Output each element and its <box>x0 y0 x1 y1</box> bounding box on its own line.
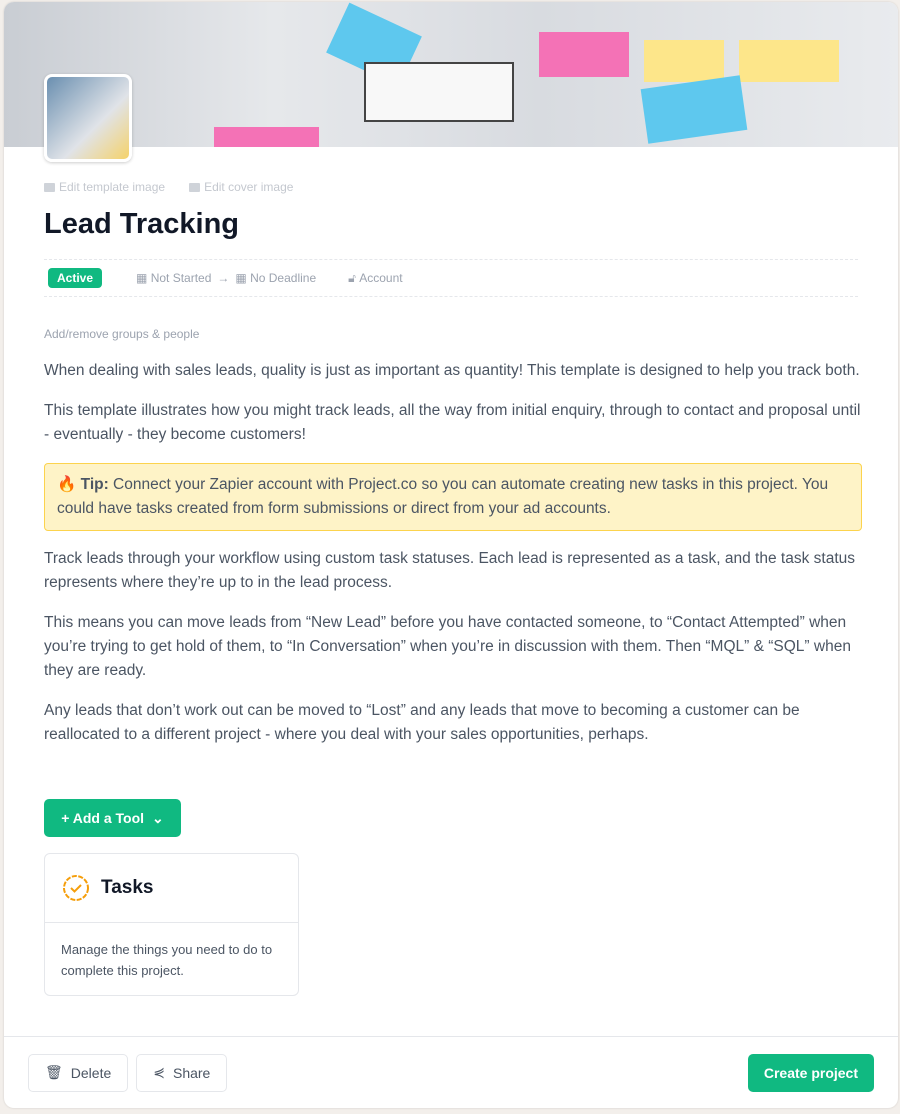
tool-card-tasks[interactable] <box>44 853 299 996</box>
lock-icon: 🔓︎ <box>348 270 360 285</box>
edit-template-image-link[interactable] <box>44 180 165 194</box>
arrow-right-icon: → <box>217 271 230 285</box>
description <box>44 359 862 763</box>
calendar-icon: ▦ <box>235 271 251 285</box>
start-date[interactable]: Not Started <box>150 271 212 285</box>
edit-cover-image-link[interactable] <box>189 180 293 194</box>
add-tool-button[interactable] <box>44 799 181 837</box>
template-thumbnail[interactable] <box>44 74 132 162</box>
delete-button[interactable] <box>28 1054 128 1092</box>
share-label: Share <box>172 1064 211 1081</box>
share-icon: ⋞ <box>153 1064 165 1080</box>
calendar-icon: ▦ <box>136 271 151 285</box>
image-icon <box>189 183 200 192</box>
groups-link[interactable]: Add/remove groups & people <box>44 327 200 341</box>
share-button[interactable] <box>136 1054 227 1092</box>
fire-icon: 🔥 <box>57 476 77 493</box>
image-icon <box>44 183 55 192</box>
template-card <box>4 2 898 1108</box>
badge-check-icon <box>61 873 91 903</box>
delete-label: Delete <box>70 1064 112 1081</box>
edit-template-label: Edit template image <box>59 180 166 194</box>
paragraph: This means you can move leads from “New Lead” before you have contacted someone, to “Contact Attempted” when you’re trying to get hold of them, to “In Conversation” when you’re in discussion with them. Then “MQL” & “SQL” when they are ready. <box>44 614 851 679</box>
create-project-button[interactable]: Create project <box>748 1054 874 1092</box>
tool-name: Tasks <box>101 877 154 898</box>
tool-description: Manage the things you need to do to complete this project. <box>61 942 273 978</box>
access-level[interactable]: Account <box>359 271 403 285</box>
tip-label: Tip: <box>80 476 109 493</box>
paragraph: When dealing with sales leads, quality is just as important as quantity! This template is designed to help you track both. <box>44 362 860 379</box>
meta-bar <box>44 259 858 297</box>
status-badge[interactable]: Active <box>48 268 102 288</box>
footer <box>4 1036 898 1108</box>
deadline[interactable]: No Deadline <box>250 271 317 285</box>
paragraph: This template illustrates how you might track leads, all the way from initial enquiry, through to contact and proposal until - eventually - they become customers! <box>44 402 861 443</box>
trash-icon: 🗑︎ <box>45 1064 63 1080</box>
add-tool-label: + Add a Tool <box>61 810 145 826</box>
paragraph: Any leads that don’t work out can be moved to “Lost” and any leads that move to becoming a customer can be reallocated to a different project - where you deal with your sales opportunities, perhaps. <box>44 702 800 743</box>
page-title: Lead Tracking <box>44 208 240 240</box>
tip-text: Connect your Zapier account with Project.co so you can automate creating new tasks in this project. You could have tasks created from form submissions or direct from your ad accounts. <box>57 476 829 517</box>
paragraph: Track leads through your workflow using custom task statuses. Each lead is represented as a task, and the task status represents where they’re up to in the lead process. <box>44 550 855 591</box>
tip-box <box>44 463 862 531</box>
edit-cover-label: Edit cover image <box>204 180 294 194</box>
chevron-down-icon: ⌄ <box>152 809 164 826</box>
cover-image <box>4 2 898 147</box>
